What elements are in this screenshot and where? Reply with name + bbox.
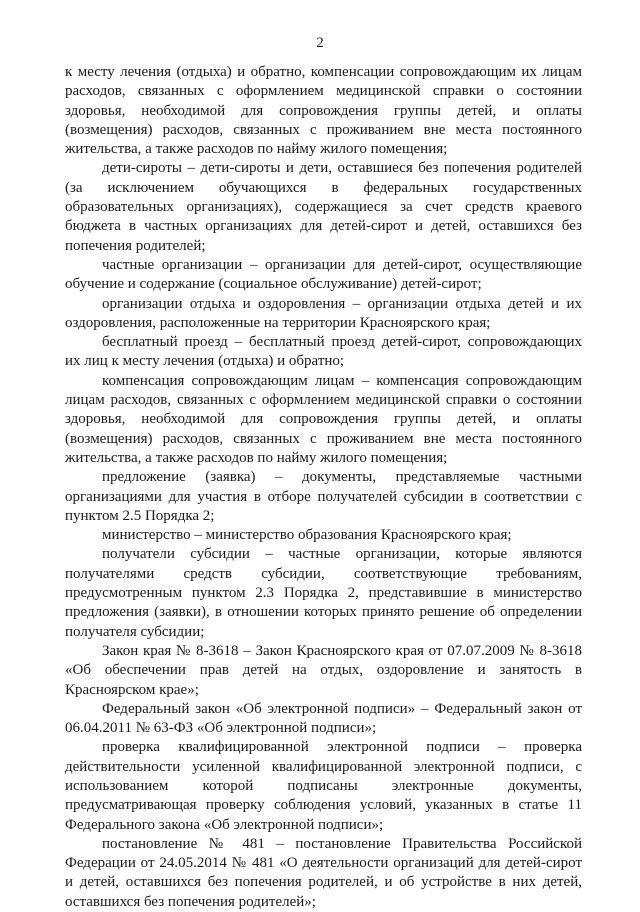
paragraph-definition-ministry: министерство – министерство образования Красноярского края; bbox=[102, 527, 512, 544]
paragraph-definition-free-travel: бесплатный проезд – бесплатный проезд детей-сирот, сопровождающих их лиц к месту лечения (отдыха) и обратно; bbox=[65, 334, 582, 370]
document-body bbox=[65, 63, 582, 912]
paragraph-continuation: к месту лечения (отдыха) и обратно, компенсации сопровождающим их лицам расходов, связанных с оформлением медицинской справки о состоянии здоровья, необходимой для сопровождения группы детей, и оплаты (возмещения) расходов, связанных с проживанием вне места постоянного жительства, а также расходов по найму жилого помещения; bbox=[65, 64, 582, 158]
paragraph-definition-recreation-organizations: организации отдыха и оздоровления – организации отдыха детей и их оздоровления, расположенные на территории Красноярского края; bbox=[65, 295, 582, 331]
page-number: 2 bbox=[316, 35, 324, 51]
paragraph-definition-regional-law: Закон края № 8-3618 – Закон Красноярского края от 07.07.2009 № 8-3618 «Об обеспечении прав детей на отдых, оздоровление и занятость в Красноярском крае»; bbox=[65, 642, 582, 698]
paragraph-definition-signature-check: проверка квалифицированной электронной подписи – проверка действительности усиленной квалифицированной электронной подписи, с использованием которой подписаны электронные документы, предусматривающая проверку соблюдения условий, указанных в статье 11 Федерального закона «Об электронной подписи»; bbox=[65, 739, 582, 833]
paragraph-definition-subsidy-recipients: получатели субсидии – частные организации, которые являются получателями средств субсидии, соответствующие требованиям, предусмотренным пунктом 2.3 Порядка 2, представившие в министерство предложения (заявки), в отношении которых принято решение об определении получателя субсидии; bbox=[65, 546, 582, 640]
paragraph-definition-orphans: дети-сироты – дети-сироты и дети, оставшиеся без попечения родителей (за исключением обучающихся в федеральных государственных образовательных организациях), содержащиеся за счет средств краевого бюджета в частных организациях для детей-сирот и детей, оставшихся без попечения родителей; bbox=[65, 160, 582, 254]
paragraph-definition-federal-law: Федеральный закон «Об электронной подписи» – Федеральный закон от 06.04.2011 № 63-ФЗ «Об электронной подписи»; bbox=[65, 700, 582, 737]
paragraph-definition-resolution-481: постановление № 481 – постановление Правительства Российской Федерации от 24.05.2014 № 481 «О деятельности организаций для детей-сирот и детей, оставшихся без попечения родителей, и об устройстве в них детей, оставшихся без попечения родителей»; bbox=[65, 835, 582, 910]
paragraph-definition-application: предложение (заявка) – документы, представляемые частными организациями для участия в отборе получателей субсидии в соответствии с пунктом 2.5 Порядка 2; bbox=[65, 469, 582, 524]
paragraph-definition-private-organizations: частные организации – организации для детей-сирот, осуществляющие обучение и содержание (социальное обслуживание) детей-сирот; bbox=[65, 256, 582, 293]
paragraph-definition-escort-compensation: компенсация сопровождающим лицам – компенсация сопровождающим лицам расходов, связанных с оформлением медицинской справки о состоянии здоровья, необходимой для сопровождения группы детей, и оплаты (возмещения) расходов, связанных с проживанием вне места постоянного жительства, а также расходов по найму жилого помещения; bbox=[65, 372, 582, 466]
